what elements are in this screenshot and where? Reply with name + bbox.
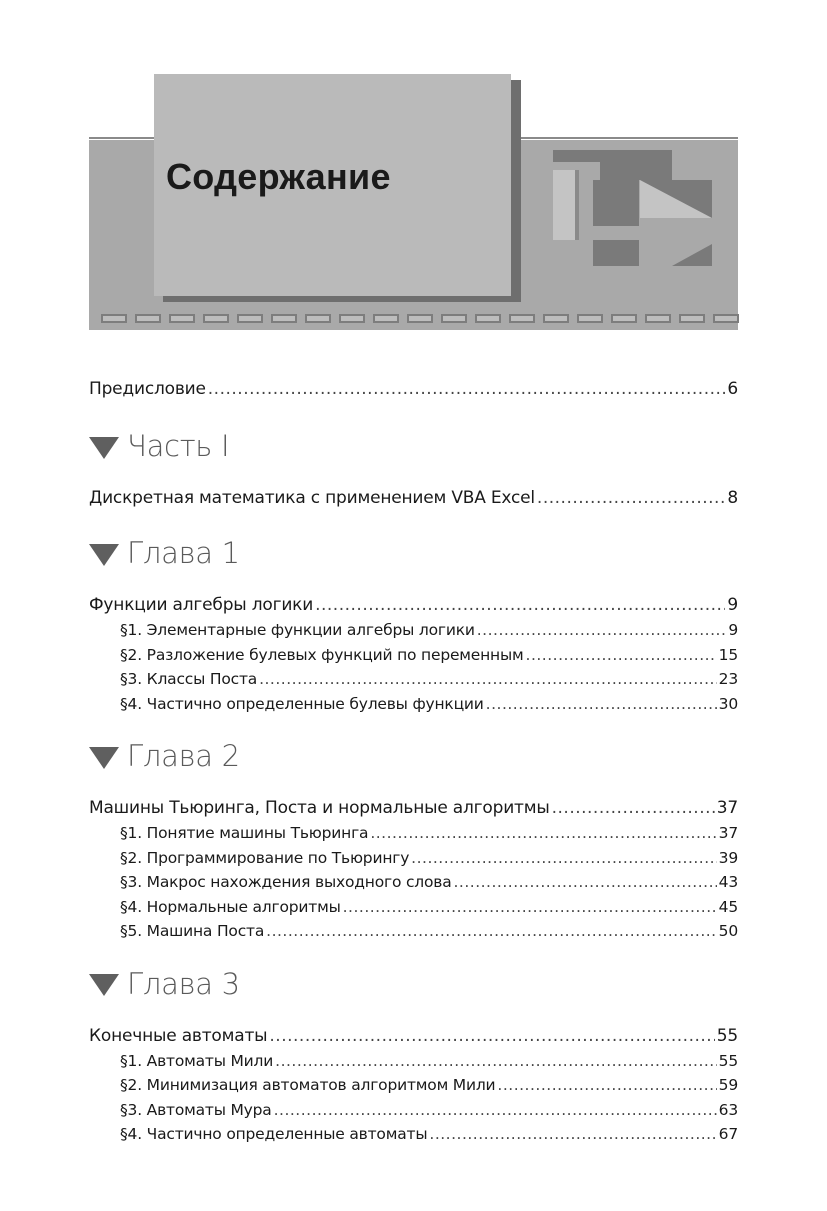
toc-entry-page: 9 (727, 595, 738, 615)
toc-entry-section[interactable] (89, 1073, 738, 1098)
toc-entry-section[interactable] (89, 1122, 738, 1147)
chain-link-icon (271, 314, 297, 323)
toc-entry-section[interactable] (89, 1049, 738, 1074)
toc-entry-page: 37 (716, 798, 738, 818)
deco-triangle-lower (672, 244, 712, 266)
toc-leader-dots (269, 1023, 714, 1049)
deco-bar-left (553, 170, 575, 240)
chain-link-icon (101, 314, 127, 323)
part-heading-label: Часть I (127, 429, 230, 463)
toc-entry-preface[interactable] (89, 376, 738, 402)
toc-entry-page: 67 (718, 1125, 738, 1143)
toc-entry-label: §2. Программирование по Тьюрингу (120, 848, 410, 867)
toc-entry-section[interactable] (89, 919, 738, 944)
toc-entry-label: §2. Минимизация автоматов алгоритмом Мили (120, 1076, 496, 1094)
toc-leader-dots (497, 1073, 716, 1098)
toc-leader-dots (343, 895, 717, 920)
chain-link-icon (611, 314, 637, 323)
toc-entry-label: §3. Классы Поста (120, 670, 258, 688)
toc-entry-label: §1. Автоматы Мили (120, 1051, 274, 1070)
chain-link-icon (679, 314, 705, 323)
toc-entry-section[interactable] (89, 618, 738, 643)
toc-entry-label: §4. Частично определенные автоматы (120, 1125, 428, 1143)
toc-entry-page: 9 (728, 621, 738, 639)
chain-link-icon (339, 314, 365, 323)
toc-entry-section[interactable] (89, 692, 738, 717)
chapter-heading (89, 533, 738, 573)
table-of-contents (89, 370, 738, 1147)
toc-entry-section[interactable] (89, 895, 738, 920)
chapter-heading (89, 736, 738, 776)
toc-entry-section[interactable] (89, 821, 738, 846)
chain-link-icon (441, 314, 467, 323)
toc-entry-page: 63 (718, 1100, 738, 1119)
toc-entry-chapter-title[interactable] (89, 1023, 738, 1049)
deco-square-lower (593, 240, 639, 266)
toc-entry-page: 55 (718, 1051, 738, 1070)
chapter-heading-label: Глава 3 (127, 966, 240, 1001)
part-heading (89, 426, 738, 466)
toc-entry-page: 6 (727, 379, 738, 399)
toc-leader-dots (477, 618, 727, 643)
toc-leader-dots (526, 643, 717, 668)
banner-chain-strip (89, 308, 738, 330)
toc-entry-label: §1. Элементарные функции алгебры логики (120, 621, 475, 639)
toc-entry-section[interactable] (89, 870, 738, 895)
toc-entry-page: 30 (718, 694, 738, 713)
toc-entry-page: 59 (718, 1076, 738, 1094)
triangle-down-icon (89, 437, 119, 459)
deco-square-center (593, 180, 639, 226)
toc-entry-label: Машины Тьюринга, Поста и нормальные алгоритмы (89, 798, 550, 818)
deco-bar-left-inner (575, 170, 579, 240)
chapter-heading (89, 964, 738, 1004)
toc-entry-label: §4. Частично определенные булевы функции (120, 694, 484, 713)
toc-leader-dots (275, 1049, 717, 1074)
toc-entry-label: Функции алгебры логики (89, 595, 314, 615)
toc-entry-chapter-title[interactable] (89, 592, 738, 618)
toc-entry-page: 39 (718, 848, 738, 867)
triangle-down-icon (89, 974, 119, 996)
toc-leader-dots (429, 1122, 716, 1147)
toc-leader-dots (370, 821, 716, 846)
toc-entry-section[interactable] (89, 846, 738, 871)
decorative-shapes-icon (540, 140, 738, 300)
toc-entry-label: Дискретная математика с применением VBA Excel (89, 488, 535, 508)
toc-entry-section[interactable] (89, 667, 738, 692)
chain-link-icon (509, 314, 535, 323)
chain-link-icon (373, 314, 399, 323)
toc-leader-dots (454, 870, 717, 895)
deco-block-top-right (600, 162, 672, 180)
toc-entry-page: 43 (718, 873, 738, 891)
toc-leader-dots (266, 919, 717, 944)
toc-leader-dots (208, 376, 726, 402)
toc-entry-section[interactable] (89, 643, 738, 668)
page-title: Содержание (166, 156, 391, 197)
toc-entry-page: 50 (718, 922, 738, 940)
chapter-heading-label: Глава 2 (127, 739, 240, 773)
toc-leader-dots (274, 1098, 717, 1123)
triangle-down-icon (89, 544, 119, 566)
toc-entry-page: 23 (718, 670, 738, 688)
chain-link-icon (713, 314, 739, 323)
toc-entry-section[interactable] (89, 1098, 738, 1123)
chain-link-icon (645, 314, 671, 323)
toc-entry-label: §5. Машина Поста (120, 922, 265, 940)
deco-block-top (553, 150, 672, 162)
toc-entry-label: §2. Разложение булевых функций по переменным (120, 645, 524, 664)
toc-entry-label: §3. Макрос нахождения выходного слова (120, 873, 452, 891)
toc-entry-label: Конечные автоматы (89, 1025, 268, 1046)
chain-link-icon (169, 314, 195, 323)
triangle-down-icon (89, 747, 119, 769)
toc-leader-dots (315, 592, 725, 618)
toc-entry-page: 37 (718, 824, 738, 842)
header-banner (0, 0, 827, 340)
toc-entry-page: 15 (718, 645, 738, 664)
toc-leader-dots (537, 485, 725, 511)
chain-link-icon (543, 314, 569, 323)
toc-entry-chapter-title[interactable] (89, 795, 738, 821)
chain-link-icon (407, 314, 433, 323)
toc-entry-label: Предисловие (89, 379, 206, 399)
toc-leader-dots (411, 846, 717, 871)
toc-entry-page: 8 (727, 488, 738, 508)
chain-link-icon (135, 314, 161, 323)
chapter-heading-label: Глава 1 (127, 536, 240, 570)
chain-link-icon (237, 314, 263, 323)
toc-leader-dots (486, 692, 717, 717)
toc-entry-label: §4. Нормальные алгоритмы (120, 897, 341, 916)
toc-entry-label: §1. Понятие машины Тьюринга (120, 824, 369, 842)
toc-entry-page: 45 (718, 897, 738, 916)
chain-link-icon (577, 314, 603, 323)
toc-entry-part[interactable] (89, 485, 738, 511)
toc-leader-dots (259, 667, 717, 692)
toc-leader-dots (552, 795, 715, 821)
chain-link-icon (305, 314, 331, 323)
chain-link-icon (203, 314, 229, 323)
toc-entry-page: 55 (716, 1025, 738, 1046)
toc-entry-label: §3. Автоматы Мура (120, 1100, 272, 1119)
chain-link-icon (475, 314, 501, 323)
